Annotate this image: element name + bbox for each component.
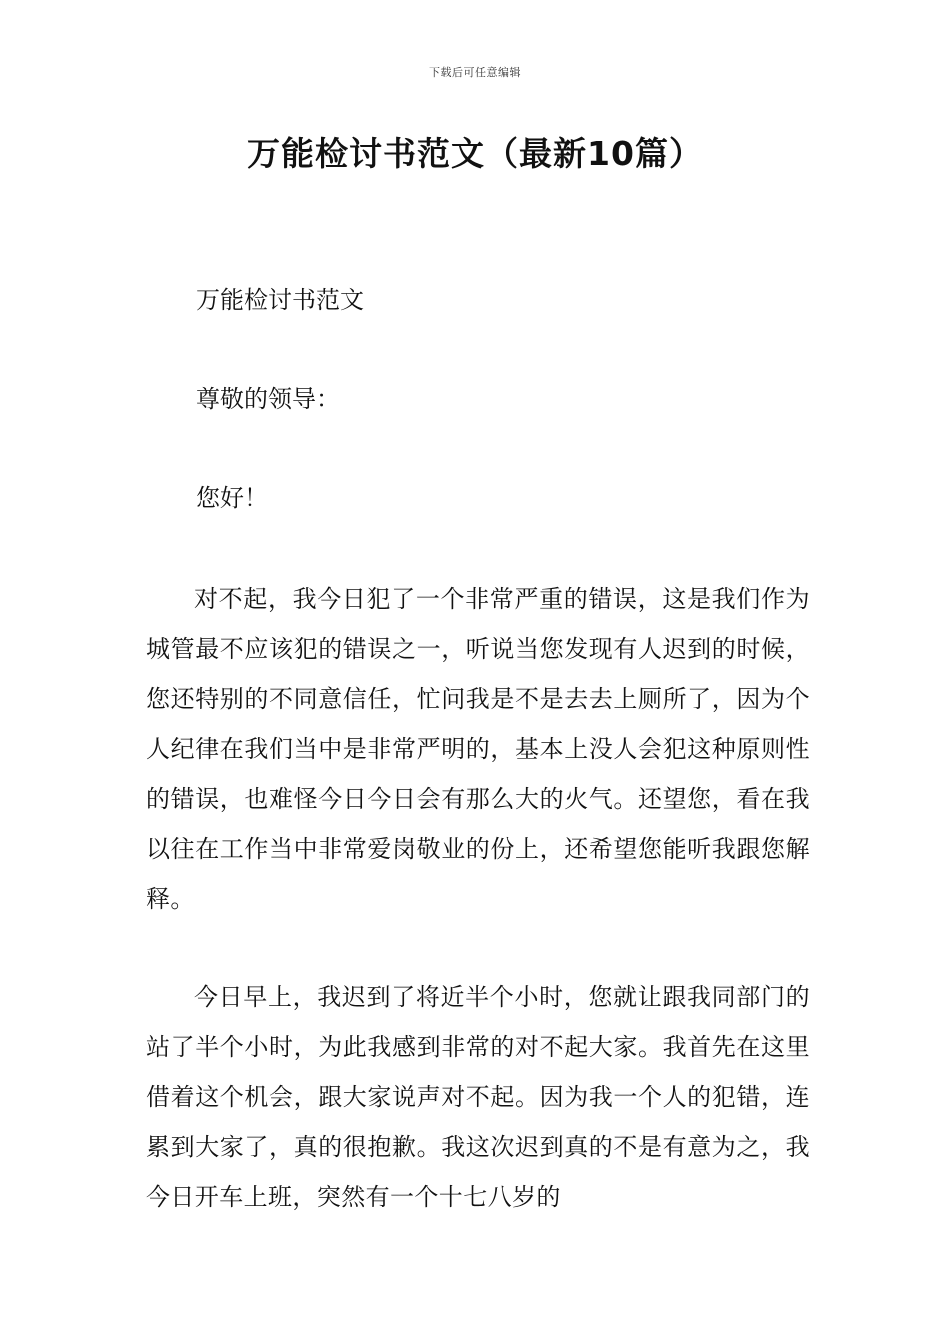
body-paragraph-1: 对不起，我今日犯了一个非常严重的错误，这是我们作为城管最不应该犯的错误之一，听说当您发现有人迟到的时候，您还特别的不同意信任，忙问我是不是去去上厕所了，因为个人纪律在我们当中是非常严明的，基本上没人会犯这种原则性的错误，也难怪今日今日会有那么大的火气。还望您，看在我以往在工作当中非常爱岗敬业的份上，还希望您能听我跟您解释。 — [146, 585, 810, 913]
salutation: 尊敬的领导： — [196, 385, 340, 413]
header-note: 下载后可任意编辑 — [429, 66, 521, 79]
greeting: 您好！ — [196, 484, 268, 512]
body-paragraph-2: 今日早上，我迟到了将近半个小时，您就让跟我同部门的站了半个小时，为此我感到非常的对不起大家。我首先在这里借着这个机会，跟大家说声对不起。因为我一个人的犯错，连累到大家了，真的很抱歉。我这次迟到真的不是有意为之，我今日开车上班，突然有一个十七八岁的 — [146, 983, 810, 1211]
document-subtitle: 万能检讨书范文 — [196, 286, 364, 314]
document-title: 万能检讨书范文（最新10篇） — [247, 134, 703, 173]
